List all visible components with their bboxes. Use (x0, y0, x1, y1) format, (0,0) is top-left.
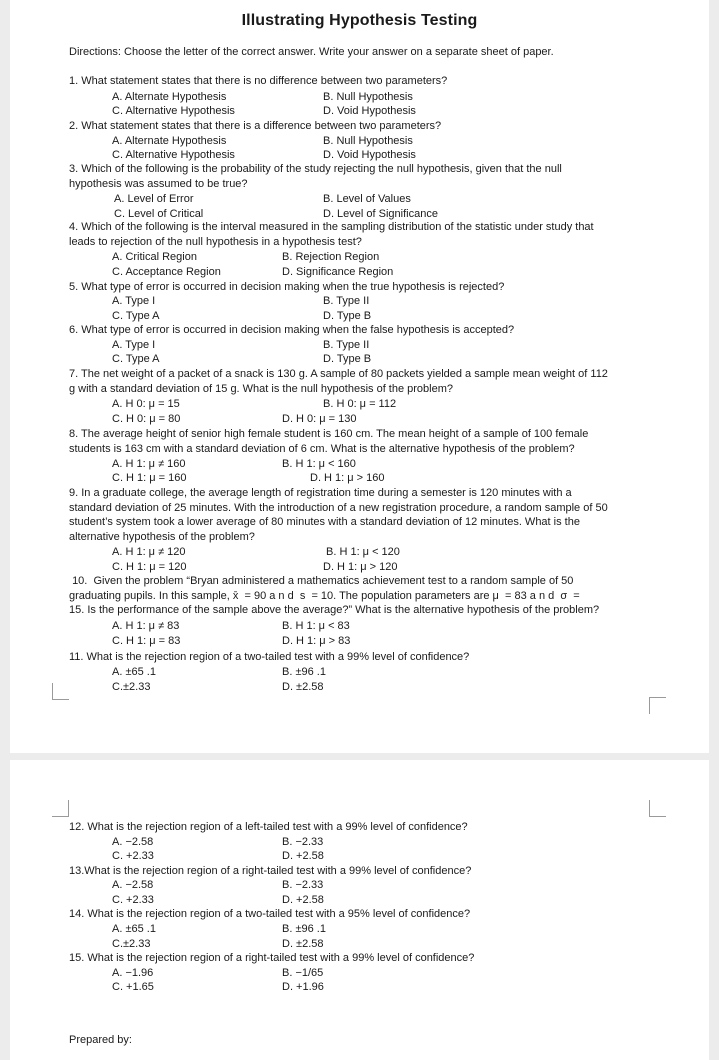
question-1: 1. What statement states that there is no difference between two parameters? (69, 75, 448, 87)
option-1b: B. Null Hypothesis (323, 91, 413, 103)
question-8: 8. The average height of senior high female student is 160 cm. The mean height of a sample of 100 female students is 163 cm with a standard deviation of 6 cm. What is the alternative hypothesis of the problem? (69, 428, 589, 455)
option-8b: B. H 1: μ < 160 (282, 458, 356, 470)
option-7b: B. H 0: μ = 112 (323, 398, 397, 410)
option-7a: A. H 0: μ = 15 (112, 398, 180, 410)
option-9b: B. H 1: μ < 120 (326, 546, 400, 558)
margin-corner-mark (52, 800, 69, 817)
question-11: 11. What is the rejection region of a two-tailed test with a 99% level of confidence? (69, 651, 470, 663)
question-7: 7. The net weight of a packet of a snack is 130 g. A sample of 80 packets yielded a sample mean weight of 112 g with a standard deviation of 15 g. What is the null hypothesis of the problem? (69, 368, 608, 395)
option-10b: B. H 1: μ < 83 (282, 620, 350, 632)
directions: Directions: Choose the letter of the correct answer. Write your answer on a separate sheet of paper. (69, 46, 554, 58)
option-10c: C. H 1: μ = 83 (112, 635, 181, 647)
option-14c: C.±2.33 (112, 938, 151, 950)
question-3: 3. Which of the following is the probability of the study rejecting the null hypothesis, given that the null hypothesis was assumed to be true? (69, 163, 562, 190)
option-12d: D. +2.58 (282, 850, 324, 862)
option-3a: A. Level of Error (114, 193, 194, 205)
option-10a: A. H 1: μ ≠ 83 (112, 620, 180, 632)
option-12a: A. −2.58 (112, 836, 154, 848)
option-1a: A. Alternate Hypothesis (112, 91, 227, 103)
option-6c: C. Type A (112, 353, 160, 365)
question-2: 2. What statement states that there is a difference between two parameters? (69, 120, 442, 132)
option-2d: D. Void Hypothesis (323, 149, 416, 161)
option-8a: A. H 1: μ ≠ 160 (112, 458, 186, 470)
margin-corner-mark (52, 683, 69, 700)
page-2 (10, 760, 709, 1060)
option-8c: C. H 1: μ = 160 (112, 472, 187, 484)
question-5: 5. What type of error is occurred in decision making when the true hypothesis is rejected? (69, 281, 505, 293)
option-1c: C. Alternative Hypothesis (112, 105, 235, 117)
question-4: 4. Which of the following is the interval measured in the sampling distribution of the statistic under study that leads to rejection of the null hypothesis in a hypothesis test? (69, 221, 594, 248)
option-4c: C. Acceptance Region (112, 266, 221, 278)
option-3b: B. Level of Values (323, 193, 411, 205)
prepared-by-label: Prepared by: (69, 1034, 132, 1046)
question-6: 6. What type of error is occurred in decision making when the false hypothesis is accepted? (69, 324, 515, 336)
option-15d: D. +1.96 (282, 981, 324, 993)
option-4b: B. Rejection Region (282, 251, 380, 263)
option-13a: A. −2.58 (112, 879, 154, 891)
option-6a: A. Type I (112, 339, 156, 351)
margin-corner-mark (649, 800, 666, 817)
option-15a: A. −1.96 (112, 967, 154, 979)
option-13c: C. +2.33 (112, 894, 154, 906)
option-9d: D. H 1: μ > 120 (323, 561, 398, 573)
option-7c: C. H 0: μ = 80 (112, 413, 181, 425)
page-1 (10, 0, 709, 753)
question-9: 9. In a graduate college, the average length of registration time during a semester is 120 minutes with a standard deviation of 25 minutes. With the introduction of a new registration procedure, a random sample of 50 student’s system took a lower average of 80 minutes with a standard deviation of 12 minutes. What is the alternative hypothesis of the problem? (69, 487, 608, 543)
option-11a: A. ±65 .1 (112, 666, 156, 678)
option-4d: D. Significance Region (282, 266, 394, 278)
option-5c: C. Type A (112, 310, 160, 322)
option-13d: D. +2.58 (282, 894, 324, 906)
option-1d: D. Void Hypothesis (323, 105, 416, 117)
option-5b: B. Type II (323, 295, 370, 307)
option-14b: B. ±96 .1 (282, 923, 326, 935)
option-12c: C. +2.33 (112, 850, 154, 862)
option-9a: A. H 1: μ ≠ 120 (112, 546, 186, 558)
option-14a: A. ±65 .1 (112, 923, 156, 935)
option-11c: C.±2.33 (112, 681, 151, 693)
option-8d: D. H 1: μ > 160 (310, 472, 385, 484)
question-13: 13.What is the rejection region of a right-tailed test with a 99% level of confidence? (69, 865, 472, 877)
question-10: 10. Given the problem “Bryan administered a mathematics achievement test to a random sample of 50 graduating pupils. In this sample, x̄ = 90 a n d s = 10. The population parameters are μ = 83 a n d σ = 15. Is the performance of the sample above the average?” What is the alternative hypothesis of the problem? (69, 575, 600, 617)
option-2c: C. Alternative Hypothesis (112, 149, 235, 161)
option-5a: A. Type I (112, 295, 156, 307)
margin-corner-mark (649, 697, 666, 714)
option-15c: C. +1.65 (112, 981, 154, 993)
option-13b: B. −2.33 (282, 879, 324, 891)
option-10d: D. H 1: μ > 83 (282, 635, 351, 647)
option-15b: B. −1/65 (282, 967, 324, 979)
option-6d: D. Type B (323, 353, 372, 365)
document-title: Illustrating Hypothesis Testing (241, 12, 478, 29)
question-15: 15. What is the rejection region of a right-tailed test with a 99% level of confidence? (69, 952, 475, 964)
option-6b: B. Type II (323, 339, 370, 351)
option-2b: B. Null Hypothesis (323, 135, 413, 147)
option-3d: D. Level of Significance (323, 208, 438, 220)
option-5d: D. Type B (323, 310, 372, 322)
option-7d: D. H 0: μ = 130 (282, 413, 357, 425)
option-14d: D. ±2.58 (282, 938, 324, 950)
question-12: 12. What is the rejection region of a left-tailed test with a 99% level of confidence? (69, 821, 468, 833)
option-3c: C. Level of Critical (114, 208, 204, 220)
option-12b: B. −2.33 (282, 836, 324, 848)
option-4a: A. Critical Region (112, 251, 197, 263)
option-9c: C. H 1: μ = 120 (112, 561, 187, 573)
option-11b: B. ±96 .1 (282, 666, 326, 678)
option-11d: D. ±2.58 (282, 681, 324, 693)
question-14: 14. What is the rejection region of a two-tailed test with a 95% level of confidence? (69, 908, 471, 920)
option-2a: A. Alternate Hypothesis (112, 135, 227, 147)
